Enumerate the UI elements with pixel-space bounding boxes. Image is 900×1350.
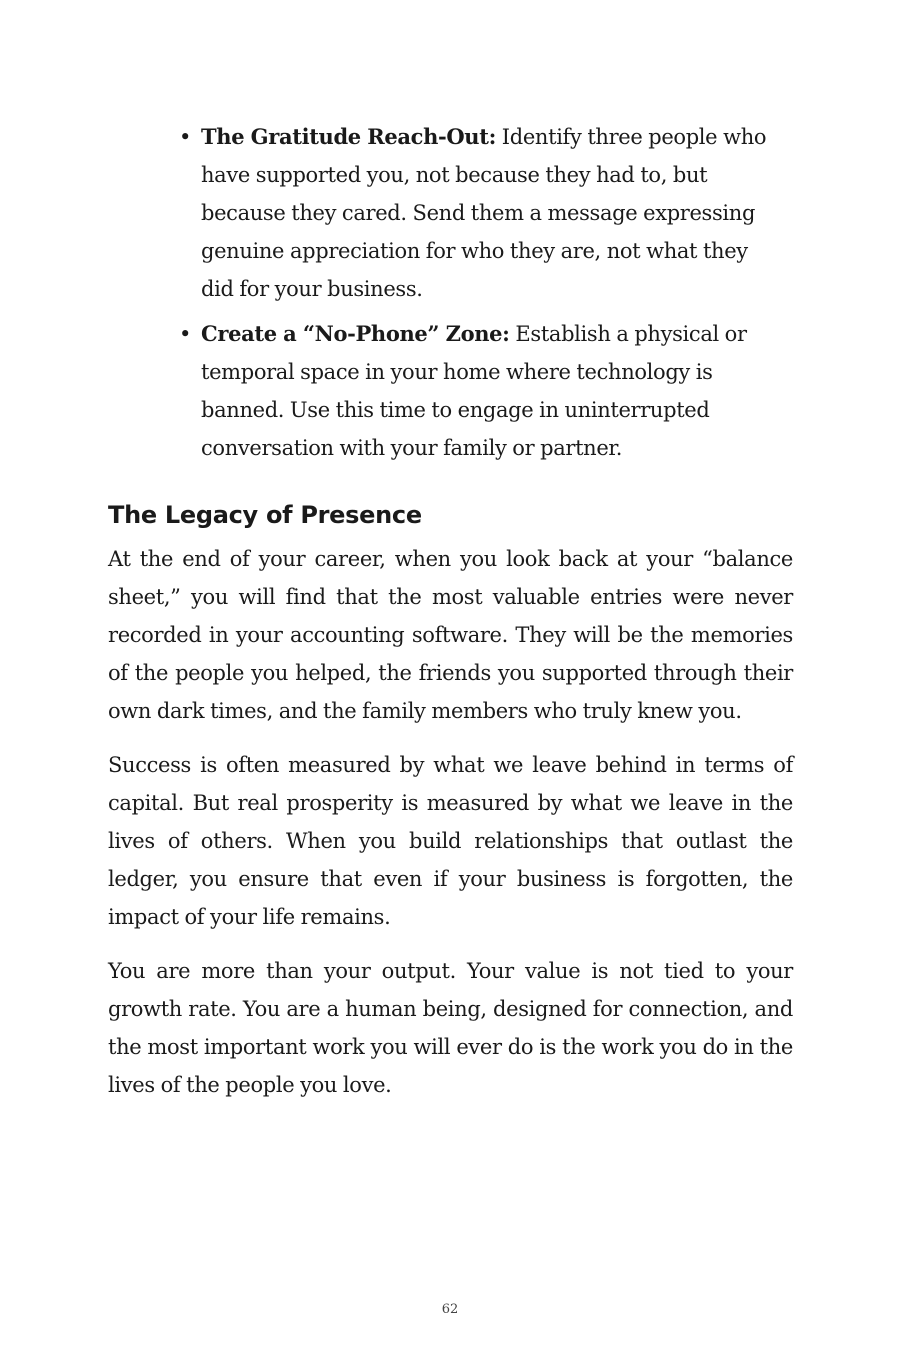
section-heading: The Legacy of Presence bbox=[108, 501, 422, 529]
bullet-text: Establish a physical or temporal space in your home where technology is banned. Use this time to engage in uninterrupted conversation with your family or partner. bbox=[201, 322, 747, 460]
bullet-dot-icon: • bbox=[179, 125, 192, 149]
bullet-term: Create a “No-Phone” Zone: bbox=[201, 321, 510, 346]
body-paragraph: At the end of your career, when you look back at your “balance sheet,” you will find that the most valuable entries were never recorded in your accounting software. They will be the memories of the people you helped, the friends you supported through their own dark times, and the family members who truly knew you. bbox=[108, 547, 793, 723]
bullet-list bbox=[108, 118, 781, 467]
page-number: 62 bbox=[441, 1302, 459, 1317]
bullet-text: Identify three people who have supported you, not because they had to, but because they cared. Send them a message expressing genuine appreciation for who they are, not what they did for your business. bbox=[201, 125, 767, 301]
bullet-term: The Gratitude Reach-Out: bbox=[201, 124, 496, 149]
bullet-item-gratitude bbox=[179, 118, 781, 308]
bullet-dot-icon: • bbox=[179, 322, 192, 346]
bullet-item-no-phone bbox=[179, 315, 781, 467]
page-content bbox=[108, 118, 793, 1120]
body-paragraph: Success is often measured by what we leave behind in terms of capital. But real prosperity is measured by what we leave in the lives of others. When you build relationships that outlast the ledger, you ensure that even if your business is forgotten, the impact of your life remains. bbox=[108, 753, 793, 929]
body-paragraph: You are more than your output. Your value is not tied to your growth rate. You are a human being, designed for connection, and the most important work you will ever do is the work you do in the lives of the people you love. bbox=[108, 959, 793, 1097]
